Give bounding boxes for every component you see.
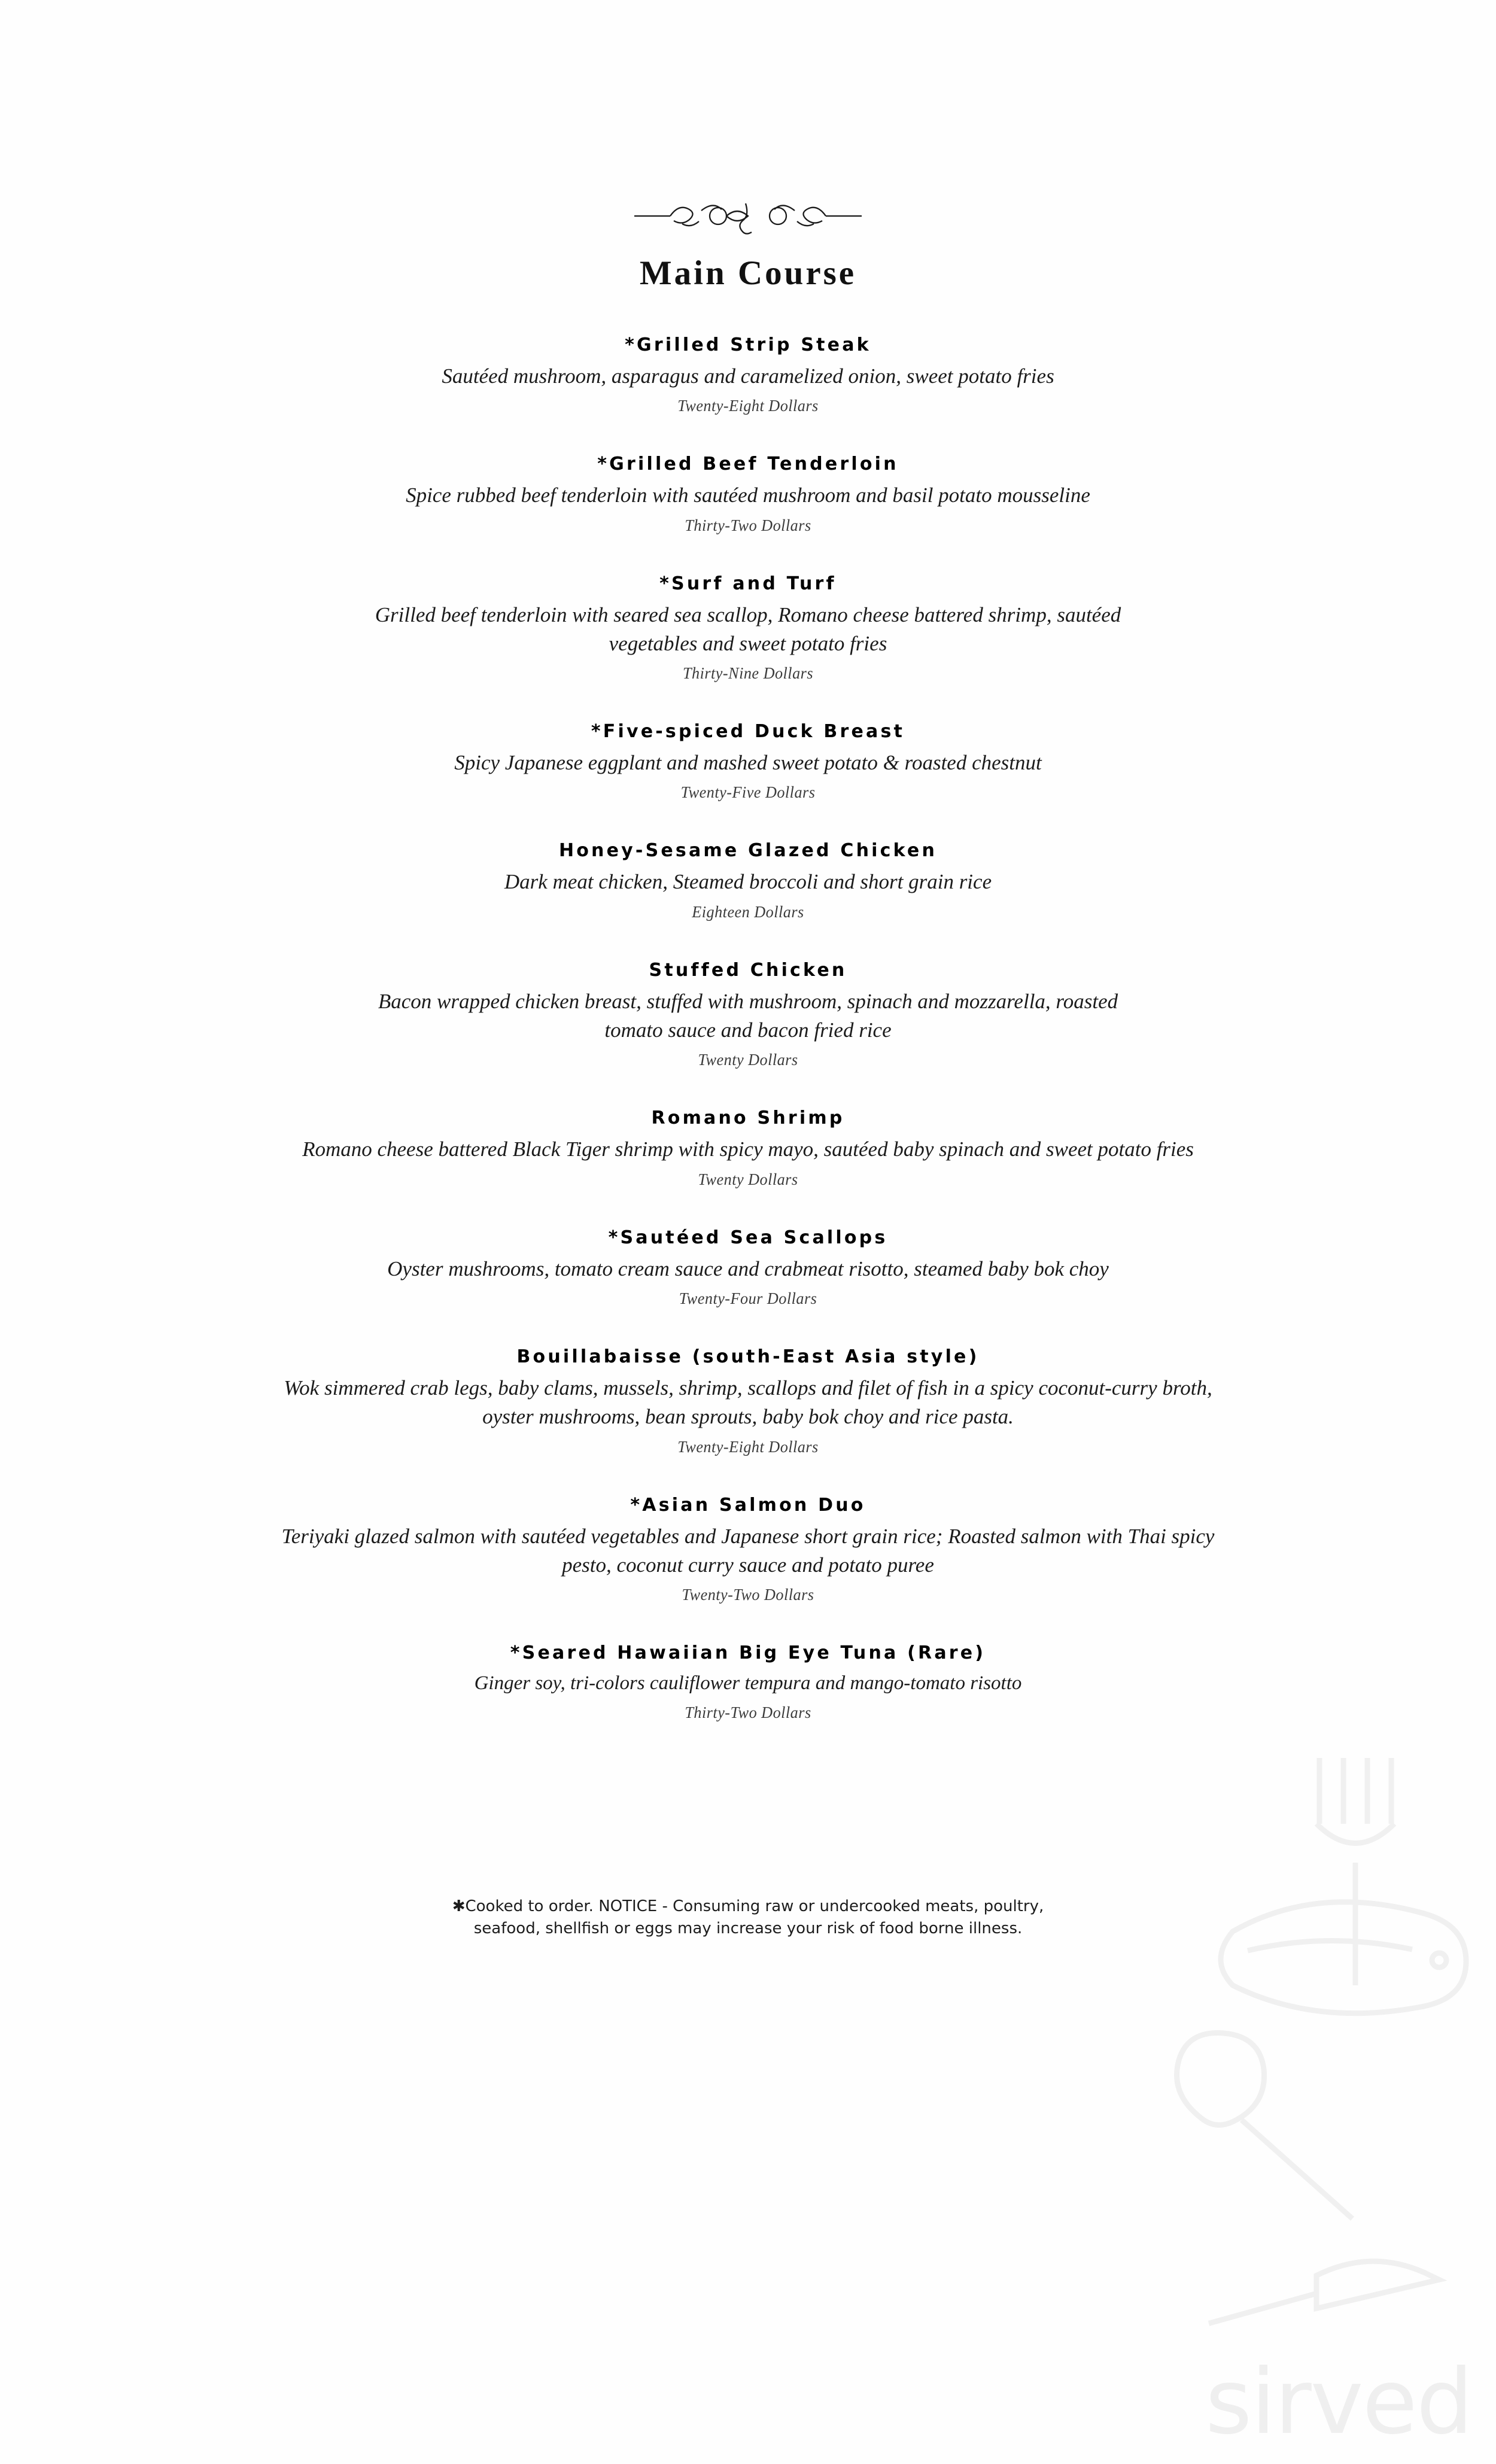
menu-item-price: Thirty-Nine Dollars — [682, 664, 814, 683]
menu-item — [120, 1495, 1376, 1605]
menu-item-price: Thirty-Two Dollars — [685, 1703, 811, 1721]
menu-item-price: Twenty-Eight Dollars — [677, 397, 819, 415]
allergen-notice-line-2: seafood, shellfish or eggs may increase your risk of food borne illness. — [473, 1919, 1023, 1937]
menu-item-description: Romano cheese battered Black Tiger shrimp with spicy mayo, sautéed baby spinach and sweet potato fries — [302, 1137, 1194, 1161]
menu-item-name: Stuffed Chicken — [649, 959, 847, 981]
menu-item — [120, 1642, 1376, 1722]
menu-item-description: Oyster mushrooms, tomato cream sauce and crabmeat risotto, steamed baby bok choy — [387, 1257, 1109, 1280]
menu-item-name: *Seared Hawaiian Big Eye Tuna (Rare) — [510, 1642, 986, 1664]
menu-item-price: Twenty-Five Dollars — [680, 783, 816, 802]
menu-item — [120, 573, 1376, 683]
menu-item-price: Thirty-Two Dollars — [685, 516, 811, 534]
menu-item — [120, 1108, 1376, 1188]
page-title: Main Course — [639, 254, 857, 292]
menu-item-price: Twenty Dollars — [698, 1170, 798, 1188]
menu-item-description: Bacon wrapped chicken breast, stuffed with mushroom, spinach and mozzarella, roasted tomato sauce and bacon fried rice — [378, 989, 1118, 1042]
menu-item — [120, 1227, 1376, 1308]
menu-item-price: Twenty Dollars — [698, 1051, 798, 1069]
menu-item — [120, 721, 1376, 802]
menu-item-name: Romano Shrimp — [651, 1108, 845, 1129]
menu-item — [120, 334, 1376, 415]
menu-item — [120, 840, 1376, 921]
flourish-ornament-icon — [0, 197, 1496, 237]
menu-item-description: Wok simmered crab legs, baby clams, mussels, shrimp, scallops and filet of fish in a spicy coconut-curry broth, oyster mushrooms, bean sprouts, baby bok choy and rice pasta. — [284, 1376, 1212, 1429]
allergen-notice-line-1: ✱Cooked to order. NOTICE - Consuming raw or undercooked meats, poultry, — [452, 1897, 1044, 1915]
menu-item-description: Grilled beef tenderloin with seared sea scallop, Romano cheese battered shrimp, sautéed vegetables and sweet potato fries — [375, 603, 1121, 655]
menu-item-name: Honey-Sesame Glazed Chicken — [558, 840, 938, 862]
menu-item — [120, 454, 1376, 534]
menu-item-name: Bouillabaisse (south-East Asia style) — [516, 1346, 980, 1367]
menu-item — [120, 1346, 1376, 1456]
menu-item-description: Sautéed mushroom, asparagus and caramelized onion, sweet potato fries — [442, 364, 1054, 388]
menu-item-price: Twenty-Four Dollars — [679, 1289, 817, 1307]
menu-item-name: *Five-spiced Duck Breast — [591, 721, 905, 743]
allergen-notice — [0, 1896, 1496, 1940]
menu-item-price: Twenty-Eight Dollars — [677, 1437, 819, 1456]
menu-item — [120, 960, 1376, 1070]
menu-item-description: Teriyaki glazed salmon with sautéed vegetables and Japanese short grain rice; Roasted salmon with Thai spicy pesto, coconut curry sauce and potato puree — [281, 1524, 1215, 1577]
menu-item-description: Spicy Japanese eggplant and mashed sweet potato & roasted chestnut — [454, 751, 1042, 775]
menu-item-name: *Surf and Turf — [659, 573, 837, 594]
menu-item-name: *Grilled Beef Tenderloin — [597, 454, 899, 475]
menu-item-price: Eighteen Dollars — [692, 902, 804, 921]
menu-item-name: *Asian Salmon Duo — [630, 1494, 866, 1516]
menu-item-name: *Grilled Strip Steak — [625, 334, 871, 355]
menu-item-description: Ginger soy, tri-colors cauliflower tempura and mango-tomato risotto — [474, 1672, 1022, 1695]
menu-item-description: Spice rubbed beef tenderloin with sautéed mushroom and basil potato mousseline — [406, 483, 1090, 507]
menu-item-price: Twenty-Two Dollars — [682, 1586, 814, 1604]
brand-watermark: sirved — [1205, 2350, 1472, 2454]
menu-item-name: *Sautéed Sea Scallops — [608, 1227, 888, 1248]
menu-item-description: Dark meat chicken, Steamed broccoli and short grain rice — [504, 870, 992, 894]
